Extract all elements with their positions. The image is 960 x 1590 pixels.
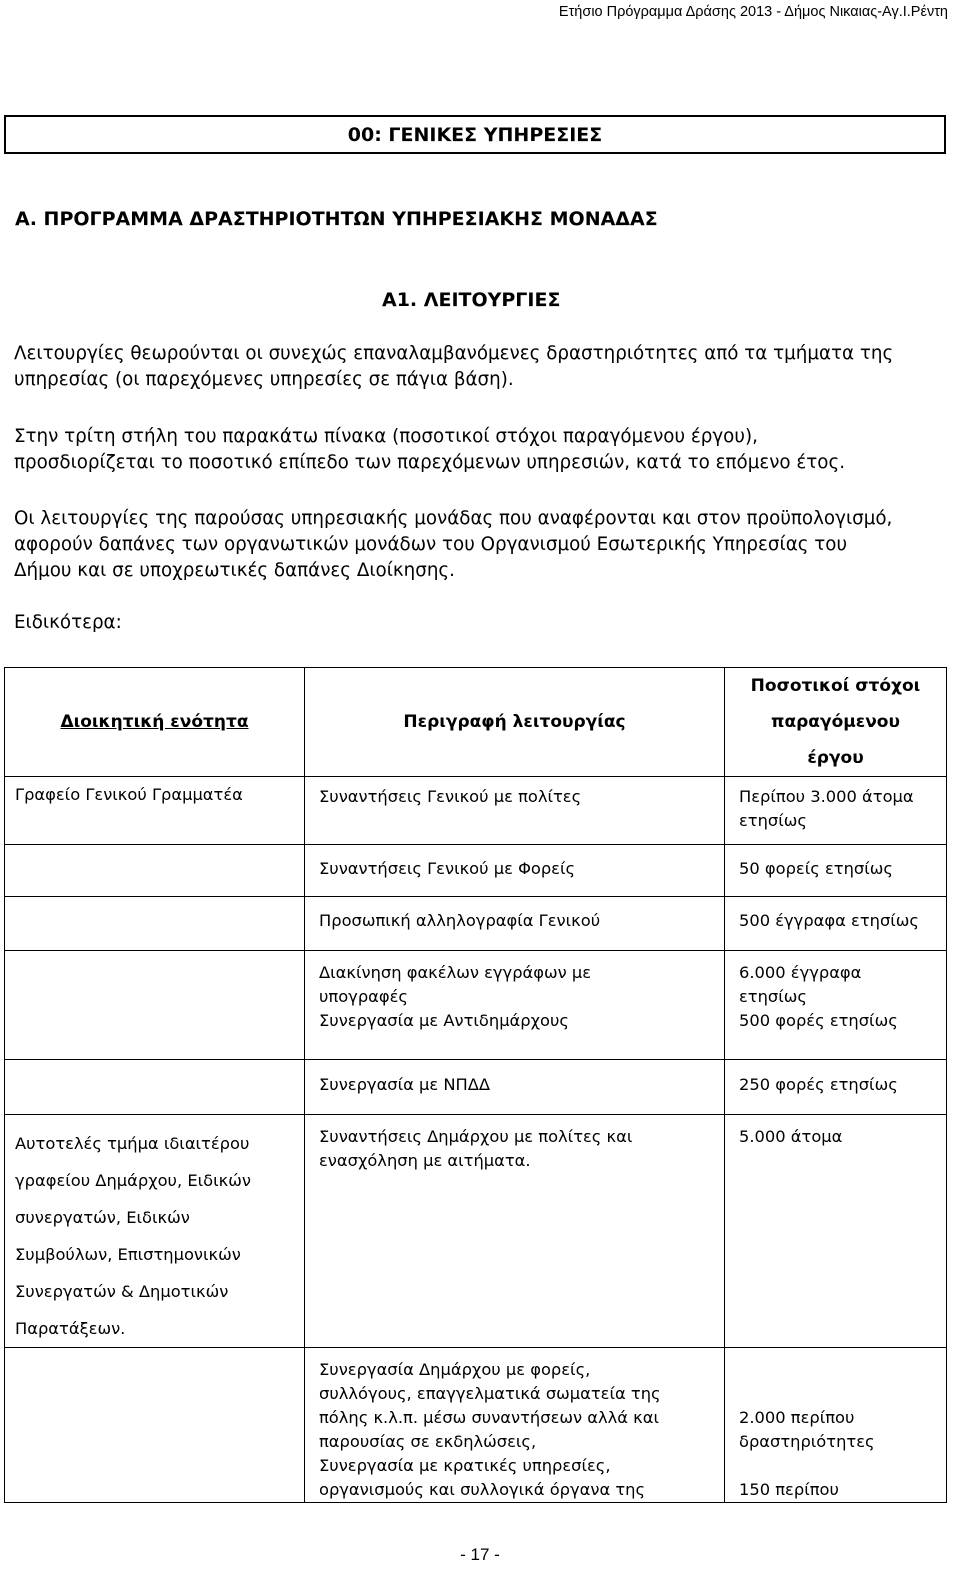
cell-description: [305, 1348, 725, 1503]
target-line: δραστηριότητες: [739, 1432, 875, 1451]
target-line: 150 περίπου: [739, 1480, 839, 1499]
unit-line: γραφείου Δημάρχου, Ειδικών: [15, 1171, 251, 1190]
paragraph: [14, 506, 954, 584]
cell-description: [305, 897, 725, 951]
paragraph-line: αφορούν δαπάνες των οργανωτικών μονάδων του Οργανισμού Εσωτερικής Υπηρεσίας του: [14, 534, 848, 555]
paragraph-line: Ειδικότερα:: [14, 612, 122, 633]
table-row: [5, 845, 947, 897]
description-line: παρουσίας σε εκδηλώσεις,: [319, 1432, 537, 1451]
section-title-box: [4, 115, 946, 154]
description-line: Διακίνηση φακέλων εγγράφων με: [319, 963, 592, 982]
description-line: υπογραφές: [319, 987, 408, 1006]
cell-description: [305, 951, 725, 1060]
description-line: οργανισμούς και συλλογικά όργανα της: [319, 1480, 646, 1499]
table-row: [5, 897, 947, 951]
unit-line: Συμβούλων, Επιστημονικών: [15, 1245, 241, 1264]
running-header: Ετήσιο Πρόγραμμα Δράσης 2013 - Δήμος Νικαιας-Αγ.Ι.Ρέντη: [558, 4, 948, 20]
functions-table: [4, 667, 947, 1503]
unit-line: Γραφείο Γενικού Γραμματέα: [15, 785, 243, 804]
table-row: [5, 1348, 947, 1503]
header-unit-label: Διοικητική ενότητα: [60, 712, 249, 732]
description-line: συλλόγους, επαγγελματικά σωματεία της: [319, 1384, 661, 1403]
table-row: [5, 1115, 947, 1348]
paragraph-line: Δήμου και σε υποχρεωτικές δαπάνες Διοίκησης.: [14, 560, 455, 581]
cell-unit: [5, 845, 305, 897]
target-line: 6.000 έγγραφα: [739, 963, 862, 982]
cell-unit: [5, 1115, 305, 1348]
functions-subheading: Α1. ΛΕΙΤΟΥΡΓΙΕΣ: [382, 289, 561, 311]
target-line: 5.000 άτομα: [739, 1127, 843, 1146]
paragraph-line: Λειτουργίες θεωρούνται οι συνεχώς επαναλαμβανόμενες δραστηριότητες από τα τμήματα της: [14, 343, 894, 364]
header-targets: [725, 668, 947, 777]
target-line: Περίπου 3.000 άτομα: [739, 787, 914, 806]
cell-description: [305, 777, 725, 845]
target-line: ετησίως: [739, 987, 807, 1006]
paragraph: [14, 424, 954, 476]
cell-unit: [5, 951, 305, 1060]
cell-target: [725, 1348, 947, 1503]
description-line: ενασχόληση με αιτήματα.: [319, 1151, 531, 1170]
unit-line: συνεργατών, Ειδικών: [15, 1208, 190, 1227]
cell-unit: [5, 777, 305, 845]
section-title: 00: ΓΕΝΙΚΕΣ ΥΠΗΡΕΣΙΕΣ: [347, 123, 603, 146]
paragraph: [14, 610, 954, 636]
paragraph-line: Οι λειτουργίες της παρούσας υπηρεσιακής μονάδας που αναφέρονται και στον προϋπολογισμό,: [14, 508, 893, 529]
target-line: 250 φορές ετησίως: [739, 1075, 898, 1094]
cell-target: [725, 897, 947, 951]
paragraph-line: Στην τρίτη στήλη του παρακάτω πίνακα (ποσοτικοί στόχοι παραγόμενου έργου),: [14, 426, 758, 447]
cell-unit: [5, 1348, 305, 1503]
target-line: 50 φορείς ετησίως: [739, 859, 893, 878]
header-description-label: Περιγραφή λειτουργίας: [403, 712, 626, 732]
cell-unit: [5, 897, 305, 951]
target-line: 500 έγγραφα ετησίως: [739, 911, 919, 930]
target-line: [739, 1454, 946, 1478]
cell-target: [725, 1115, 947, 1348]
cell-description: [305, 1060, 725, 1115]
description-line: Προσωπική αλληλογραφία Γενικού: [319, 911, 601, 930]
target-line: 500 φορές ετησίως: [739, 1011, 898, 1030]
description-line: πόλης κ.λ.π. μέσω συναντήσεων αλλά και: [319, 1408, 660, 1427]
description-line: Συναντήσεις Δημάρχου με πολίτες και: [319, 1127, 633, 1146]
header-targets-line: έργου: [807, 748, 864, 768]
target-line: ετησίως: [739, 811, 807, 830]
table-row: [5, 951, 947, 1060]
cell-target: [725, 951, 947, 1060]
description-line: Συναντήσεις Γενικού με Φορείς: [319, 859, 576, 878]
header-description: [305, 668, 725, 777]
cell-target: [725, 1060, 947, 1115]
description-line: Συνεργασία με Αντιδημάρχους: [319, 1011, 569, 1030]
unit-line: Παρατάξεων.: [15, 1319, 126, 1338]
description-line: Συνεργασία Δημάρχου με φορείς,: [319, 1360, 591, 1379]
paragraph-line: προσδιορίζεται το ποσοτικό επίπεδο των παρεχόμενων υπηρεσιών, κατά το επόμενο έτος.: [14, 452, 846, 473]
target-line: 2.000 περίπου: [739, 1408, 855, 1427]
unit-line: Αυτοτελές τμήμα ιδιαιτέρου: [15, 1134, 250, 1153]
paragraph-line: υπηρεσίας (οι παρεχόμενες υπηρεσίες σε πάγια βάση).: [14, 369, 514, 390]
description-line: Συνεργασία με κρατικές υπηρεσίες,: [319, 1456, 611, 1475]
cell-description: [305, 845, 725, 897]
header-targets-label: [725, 668, 946, 776]
target-line: [739, 1382, 946, 1406]
header-targets-line: Ποσοτικοί στόχοι: [750, 676, 921, 696]
header-targets-line: παραγόμενου: [771, 712, 900, 732]
cell-target: [725, 777, 947, 845]
table-row: [5, 777, 947, 845]
paragraph: [14, 341, 954, 393]
program-heading: Α. ΠΡΟΓΡΑΜΜΑ ΔΡΑΣΤΗΡΙΟΤΗΤΩΝ ΥΠΗΡΕΣΙΑΚΗΣ ΜΟΝΑΔΑΣ: [15, 208, 658, 230]
description-line: Συνεργασία με ΝΠΔΔ: [319, 1075, 491, 1094]
table-row: [5, 1060, 947, 1115]
description-line: Συναντήσεις Γενικού με πολίτες: [319, 787, 582, 806]
cell-target: [725, 845, 947, 897]
cell-description: [305, 1115, 725, 1348]
header-unit: [5, 668, 305, 777]
unit-line: Συνεργατών & Δημοτικών: [15, 1282, 229, 1301]
page-number: - 17 -: [460, 1545, 500, 1564]
cell-unit: [5, 1060, 305, 1115]
target-line: [739, 1358, 946, 1382]
